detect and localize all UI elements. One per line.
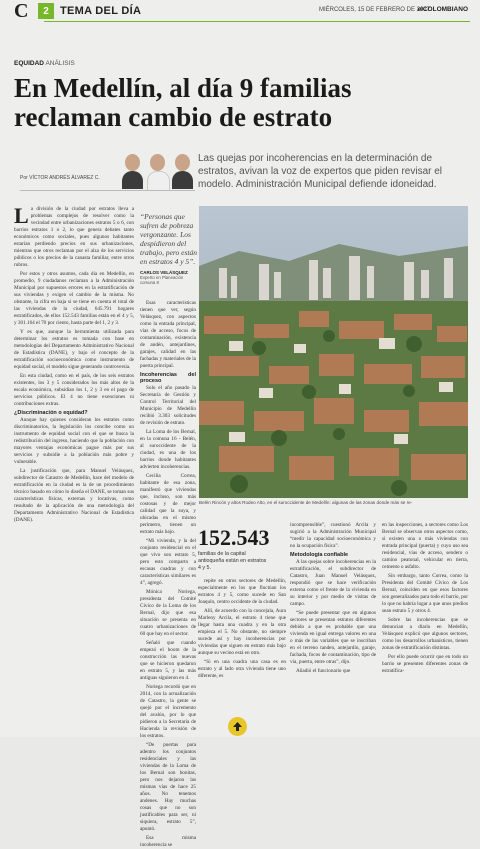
article-column-2 (140, 300, 196, 848)
subheading: ¿Discriminación o equidad? (14, 410, 88, 416)
paragraph: “Si en una cuadra una casa es en estrato y al lado otra vivienda tiene uno diferente, es (198, 659, 286, 679)
byline-rule (20, 190, 195, 191)
paragraph: a división de la ciudad por estratos lleva a problemas complejos de resolver como la vecindad entre urbanizaciones estratos 5 o 6, con barrios estratos 1 o 2, lo que genera debates tanto económicos como sociales, pues algunos habitantes estarían perdiendo precios en sus urbanizaciones, mientras que otros reclaman por el alza de los servicios públicos o los precios de la canasta familiar, entre otros rubros. (14, 206, 134, 268)
byline-block (20, 151, 195, 191)
pull-quote (140, 212, 198, 285)
headline: En Medellín, al día 9 familias reclaman cambio de estrato (14, 73, 352, 132)
subheading: Incoherencias del proceso (140, 372, 196, 384)
paragraph: Por estos y otros asuntos, cada día en Medellín, en promedio, 9 ciudadanos reclaman a la Administración Municipal por supuestos errores en la estratificación de sus viviendas y exigen el cambio de la misma. No obstante, la cifra en baja si se tiene en cuenta el total de las viviendas de la ciudad, 645.791 hogares estratificados, de ellos 152.543 familias están en el 4 y 5, y 301.164 el 70 por ciento, hasta parte del 1, 2 y 3. (14, 271, 134, 326)
section-title: TEMA DEL DÍA (60, 5, 142, 17)
issue-date: MIÉRCOLES, 15 DE FEBRERO DE 2017 (318, 7, 430, 13)
quote-text: “Personas que sufren de pobreza vergonzante. Los despidieron del trabajo, pero están en estratos 4 y 5”. (140, 212, 198, 266)
article-column-5 (382, 522, 468, 712)
paragraph: repite en otros sectores de Medellín, especialmente en los que fluctúan los estratos 4 y 5, como sucede en San Joaquín, centro occidente de la ciudad. (198, 578, 286, 605)
quote-role: Experto en Planeación comuna 8 (140, 275, 184, 285)
paragraph: incomprensible”, cuestionó Arcila y sugirió a la Administración Municipal “medir la capacidad socioeconómica y no la ocupación física”. (290, 522, 376, 549)
up-arrow-icon[interactable] (228, 717, 247, 736)
paragraph: “Mi vivienda, y la del conjunto residencial en el que vivo son estrato 5, pero esto comparto a escasas cuadras y con características similares es 4”, agregó. (140, 538, 196, 586)
paragraph: “Se puede presentar que en algunos sectores se presentan estratos diferentes debido a que es probable que una vivienda en igual entrega valores en una o más de las variables que se inscriban en el terreno tanden, antejardín, garaje, fachada, focos de contaminación, tipo de vía, puerta, entre otras”, dijo. (290, 610, 376, 665)
byline: Por VÍCTOR ANDRÉS ÁLVAREZ C. (20, 175, 100, 181)
paragraph: Y es que, aunque la herramienta utilizada para determinar los estratos es tomada con base en metodologías del Departamento Administrativo Nacional de Estadística (DANE), y bajo el concepto de la estratificación socioeconómica como instrumento de equidad social, el modelo sigue generando controversia. (14, 329, 134, 370)
paragraph: Sin embargo, tanto Correa, como la Presidenta del Comité Cívico de Los Bernal, coinciden en que esos factores son generalizados para todo el barrio, por lo que no habría lugar a que unos predios sean estrato 5 y otros 4. (382, 573, 468, 614)
paragraph: Aunque hay quienes consideran los estratos como discriminatorios, la legislación los concibe como un instrumento de equidad social con el que se busca la redistribución del ingreso, haciendo que la población con mayores ventajas económicas pague más por sus servicios y subsidie a la población más pobre y vulnerable. (14, 417, 134, 465)
drop-cap: L (14, 203, 29, 228)
kicker-type: ANÁLISIS (45, 60, 75, 67)
deck: Las quejas por incoherencias en la determinación de estratos, avivan la voz de expertos que piden revisar el modelo. Administración Municipal defiende idoneidad. (198, 153, 443, 190)
city-photo-illustration (199, 206, 468, 498)
author-photo (145, 151, 170, 189)
paragraph: Noriega recordó que en 2014, con la actualización de Catastro, la gente se quejó por el incremento del avalúo, por lo que pidieron a la Secretaría de Hacienda la revisión de los estratos. (140, 684, 196, 739)
author-photo (170, 151, 195, 189)
article-column-1 (14, 203, 134, 711)
photo-caption: Belén Rincón y altos Rodeo Alto, en el suroccidente de Medellín: algunas de las zonas donde más se re- (199, 500, 413, 505)
paragraph: En esta ciudad, como en el país, de los seis estratos existentes, los 3 y 5 considerados los más altos de la escala económica, subsidian los 1, 2 y 3 en el pago de servicios públicos. El 4 no tiene exenciones ni contribuciones extras. (14, 373, 134, 407)
author-photo (120, 151, 145, 189)
stat-note: familias de la capital antioqueña están en estratos 4 y 5. (198, 551, 267, 571)
section-number: 2 (38, 3, 54, 19)
paragraph: Esa misma incoherencia se (140, 835, 196, 848)
paragraph: La justificación que, para Manuel Velásquez, subdirector de Catastro de Medellín, hace del modelo de estratificación en la ciudad es la de un procedimiento técnico basado en cómo lo diseña el DANE, se toman sus características físicas, externas y locativas, como resultado de la aplicación de una metodología del Departamento Administrativo Nacional de Estadística (DANE). (14, 468, 134, 523)
paragraph: Señaló que cuando empezó el boom de la construcción las nuevas que se hicieron quedaron en estrato 5, y las más antiguas siguieron en 4. (140, 640, 196, 681)
paragraph: “De puertas para adentro los conjuntos residenciales y las viviendas de la Loma de los Bernal son bonitas, pero nos dejaron las mismas vías de hace 25 años. No tenemos andenes. Hay muchas cosas que no son justificables para ser, ni siquiera, estrato 5”, apuntó. (140, 742, 196, 832)
paragraph: Esas características tienen que ver, según Velásquez, con aspectos como la entrada principal, vías de acceso, focos de contaminación, existencia de andén, antejardines, garajes, calidad en las fachadas y materiales de la puerta principal. (140, 300, 196, 369)
newspaper-logo: C (14, 0, 29, 22)
kicker-section: EQUIDAD (14, 60, 44, 67)
paragraph: Añadió el funcionario que (296, 668, 351, 674)
paragraph: Cecilia Correa, habitante de esa zona, manifestó que viviendas que, incluso, son más costosas y de mejor calidad que la suya, y ubicadas en el mismo perímetro, tienen un estrato más bajo. (140, 473, 196, 535)
up-arrow-glyph (232, 721, 243, 732)
paragraph: Mónica Noriega, presidenta del Comité Cívico de la Loma de los Bernal, dijo que esa situación se presenta en cuatro urbanizaciones de 60 que hay en el sector. (140, 589, 196, 637)
paragraph: La Loma de los Bernal, en la comuna 16 - Belén, al suroccidente de la ciudad, es una de los barrios donde habitantes advierten incoherencias. (140, 429, 196, 470)
brand-name: elCOLOMBIANO (417, 6, 468, 13)
city-photo (199, 206, 468, 498)
paragraph: A las quejas sobre incoherencias en la estratificación, el subdirector de Catastro, Juan Manuel Velásquez, respondió que se hace verificación externa como el frente de la vivienda en su interior y por medio de visitas de campo. (290, 559, 376, 607)
header-rule (44, 21, 470, 22)
article-column-3 (198, 578, 286, 713)
article-column-4 (290, 522, 376, 712)
paragraph: Sobre las incoherencias que se denuncian a diario en Medellín, Velásquez explicó que algunos sectores, como los desarrollos urbanísticos, tienen zonas de estratificación distintas. (382, 617, 468, 651)
paragraph: Allí, de acuerdo con la concejala, Aura Marleny Arcila, el estrato 4 tiene que llegar hasta una cuadra y en la otra empieza el 5. No obstante, no siempre sucede así y hay incoherencias por viviendas que siguen en estrato más bajo aunque su vecino está en otro. (198, 608, 286, 656)
author-photos (120, 151, 195, 189)
kicker (14, 60, 75, 67)
paragraph: Solo el año pasado la Secretaría de Gestión y Control Territorial del Municipio de Medellín recibió 3.303 solicitudes de revisión de estrato. (140, 385, 196, 426)
quote-author: CARLOS VELÁSQUEZ (140, 270, 188, 275)
paragraph: Por ello puede ocurrir que en todo un barrio se presenten diferentes zonas de estratifica- (382, 654, 468, 674)
paragraph: en las inspecciones, a sectores como Los Bernal se observan otros aspectos como, si existen una o más viviendas con entrada principal (puerta) y cuyo uso sea residencial, vías de acceso, sendero o camino peatonal, vehicular en tierra, cemento o asfalto. (382, 522, 468, 570)
stat-number: 152.543 (198, 525, 270, 550)
subheading: Metodología confiable (290, 552, 349, 558)
